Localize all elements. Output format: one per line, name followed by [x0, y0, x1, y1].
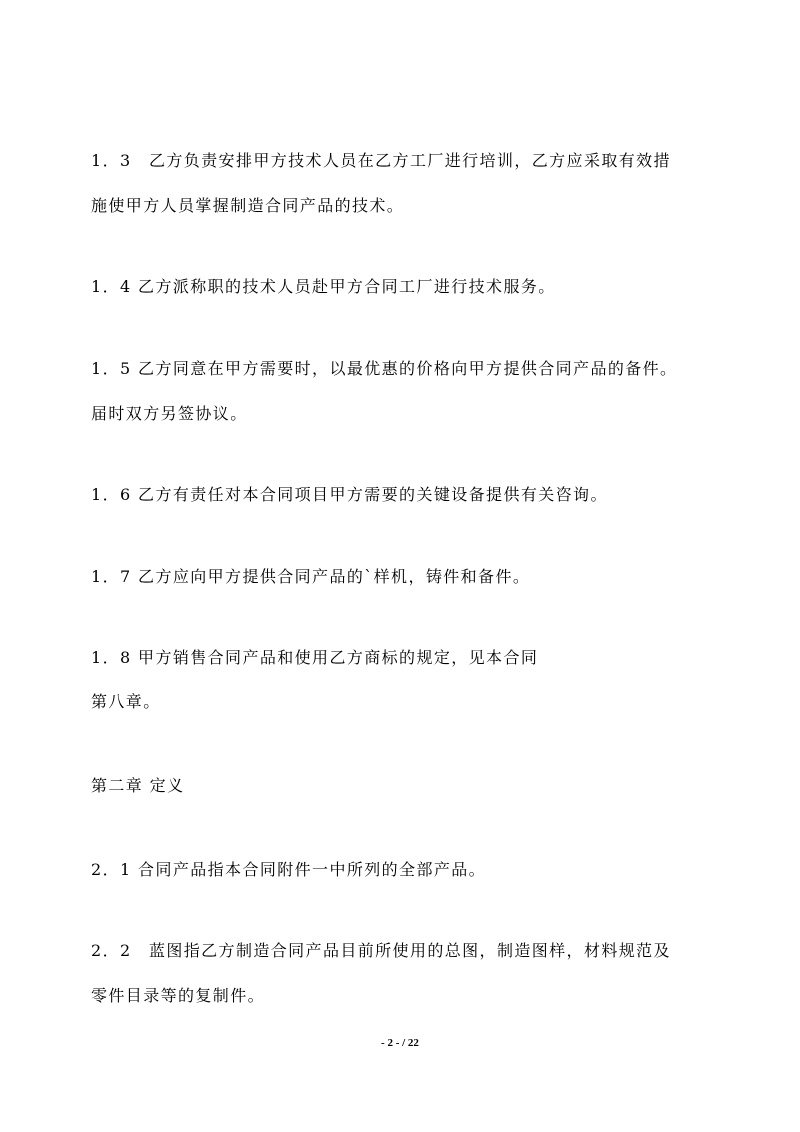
clause-1-8-line-2: 第八章。	[91, 692, 161, 711]
clause-1-5-line-2: 届时双方另签协议。	[91, 404, 248, 423]
clause-1-3-line-1: 1．3 乙方负责安排甲方技术人员在乙方工厂进行培训，乙方应采取有效措	[91, 151, 671, 170]
clause-1-5-line-1: 1．5 乙方同意在甲方需要时，以最优惠的价格向甲方提供合同产品的备件。	[91, 359, 678, 378]
clause-1-8-line-1: 1．8 甲方销售合同产品和使用乙方商标的规定，见本合同	[91, 648, 539, 667]
clause-2-2-line-2: 零件目录等的复制件。	[91, 986, 266, 1005]
clause-2-1: 2．1 合同产品指本合同附件一中所列的全部产品。	[91, 860, 487, 879]
page-number: - 2 - / 22	[381, 1037, 419, 1049]
clause-1-7: 1．7 乙方应向甲方提供合同产品的`样机，铸件和备件。	[91, 567, 531, 586]
clause-1-4: 1．4 乙方派称职的技术人员赴甲方合同工厂进行技术服务。	[91, 277, 556, 296]
chapter-heading: 第二章 定义	[91, 776, 185, 795]
clause-1-3-line-2: 施使甲方人员掌握制造合同产品的技术。	[91, 196, 405, 215]
clause-1-6: 1．6 乙方有责任对本合同项目甲方需要的关键设备提供有关咨询。	[91, 485, 608, 504]
clause-2-2-line-1: 2．2 蓝图指乙方制造合同产品目前所使用的总图，制造图样，材料规范及	[91, 941, 671, 960]
